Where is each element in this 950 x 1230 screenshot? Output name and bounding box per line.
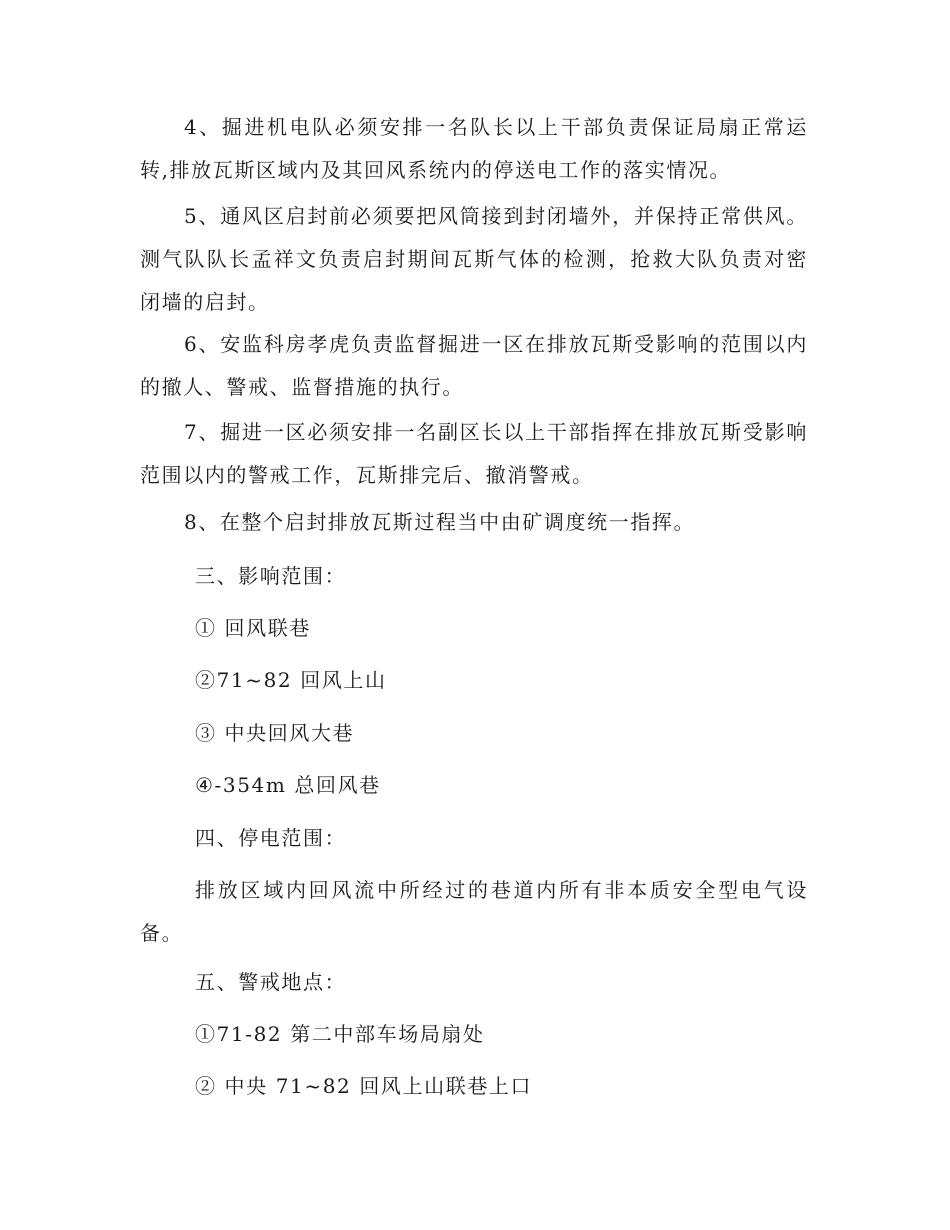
section-5-heading: 五、警戒地点： [195,970,347,994]
paragraph-8: 8、在整个启封排放瓦斯过程当中由矿调度统一指挥。 [184,510,696,534]
paragraph-5: 5、通风区启封前必须要把风筒接到封闭墙外，并保持正常供风。测气队队长孟祥文负责启封期间瓦斯气体的检测，抢救大队负责对密闭墙的启封。 [140,204,808,314]
list-item: ② 中央 71~82 回风上山联巷上口 [195,1074,533,1098]
section-4-body: 排放区域内回风流中所经过的巷道内所有非本质安全型电气设备。 [140,878,808,945]
list-item: ③ 中央回风大巷 [195,721,355,745]
section-3-heading: 三、影响范围： [195,564,347,588]
list-item: ②71~82 回风上山 [195,668,387,692]
list-item: ① 回风联巷 [195,616,311,640]
section-4-heading: 四、停电范围： [195,826,347,850]
list-item: ④-354m 总回风巷 [195,773,381,797]
list-item: ①71-82 第二中部车场局扇处 [195,1022,485,1046]
paragraph-7: 7、掘进一区必须安排一名副区长以上干部指挥在排放瓦斯受影响范围以内的警戒工作，瓦斯排完后、撤消警戒。 [140,420,808,487]
paragraph-4: 4、掘进机电队必须安排一名队长以上干部负责保证局扇正常运转,排放瓦斯区域内及其回风系统内的停送电工作的落实情况。 [140,115,808,182]
paragraph-6: 6、安监科房孝虎负责监督掘进一区在排放瓦斯受影响的范围以内的撤人、警戒、监督措施的执行。 [140,332,808,399]
